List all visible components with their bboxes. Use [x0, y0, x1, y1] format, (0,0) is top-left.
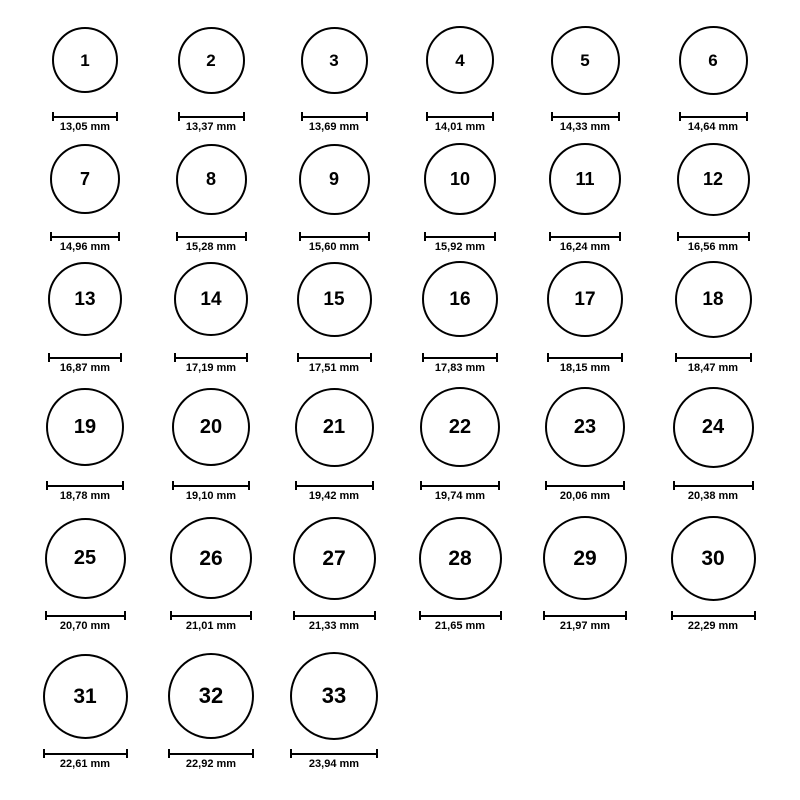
- measure-cap-left: [673, 481, 675, 490]
- measure-cap-right: [492, 112, 494, 121]
- measure-line: [420, 485, 500, 487]
- measure-line: [46, 485, 124, 487]
- diameter-label: 18,78 mm: [59, 490, 111, 502]
- measure-line: [297, 357, 372, 359]
- diameter-measure-bar: [178, 112, 245, 121]
- measure-cap-left: [424, 232, 426, 241]
- ring-circle: [299, 144, 370, 215]
- ring-size-number: 9: [328, 169, 339, 189]
- measure-line: [178, 116, 245, 118]
- diameter-label: 14,96 mm: [59, 241, 111, 253]
- measure-cap-right: [752, 481, 754, 490]
- measure-cap-right: [368, 232, 370, 241]
- measure-line: [301, 116, 368, 118]
- measure-cap-right: [246, 353, 248, 362]
- measure-line: [172, 485, 250, 487]
- diameter-label: 21,01 mm: [185, 620, 237, 632]
- ring-size-number: 16: [449, 288, 471, 310]
- diameter-label: 15,28 mm: [185, 241, 237, 253]
- ring-size-number: 19: [73, 416, 97, 438]
- ring-size-number: 8: [205, 169, 216, 189]
- diameter-label: 18,15 mm: [559, 362, 611, 374]
- measure-cap-left: [43, 749, 45, 758]
- measure-cap-right: [122, 481, 124, 490]
- ring-circle: [50, 144, 120, 214]
- ring-size-cell: [540, 516, 630, 600]
- measure-cap-right: [625, 611, 627, 620]
- ring-size-number: 17: [574, 288, 596, 310]
- ring-circle: [48, 262, 122, 336]
- measure-line: [170, 615, 252, 617]
- diameter-measure-bar: [297, 353, 372, 362]
- ring-size-number: 3: [329, 50, 339, 70]
- diameter-measure-bar: [52, 112, 118, 121]
- diameter-measure-bar: [50, 232, 120, 241]
- ring-circle: [301, 27, 368, 94]
- diameter-measure-bar: [46, 481, 124, 490]
- ring-size-number: 11: [575, 169, 595, 189]
- ring-circle: [52, 27, 118, 93]
- ring-circle: [673, 387, 754, 468]
- ring-size-cell: [668, 516, 758, 601]
- measure-cap-right: [252, 749, 254, 758]
- ring-size-cell: [166, 653, 256, 739]
- diameter-measure-bar: [168, 749, 254, 758]
- diameter-measure-bar: [679, 112, 748, 121]
- diameter-measure-bar: [419, 611, 502, 620]
- measure-cap-right: [754, 611, 756, 620]
- ring-size-cell: [40, 144, 130, 214]
- measure-line: [48, 357, 122, 359]
- ring-circle: [675, 261, 752, 338]
- ring-size-number: 20: [199, 416, 223, 438]
- ring-circle: [545, 387, 625, 467]
- measure-cap-left: [543, 611, 545, 620]
- ring-size-cell: [540, 143, 630, 215]
- ring-size-cell: [166, 27, 256, 94]
- ring-circle: [295, 388, 374, 467]
- ring-circle: [677, 143, 750, 216]
- measure-cap-right: [496, 353, 498, 362]
- diameter-label: 20,70 mm: [59, 620, 111, 632]
- ring-circle: [549, 143, 621, 215]
- diameter-measure-bar: [551, 112, 620, 121]
- ring-size-number: 33: [321, 683, 347, 708]
- diameter-label: 22,61 mm: [59, 758, 111, 770]
- ring-size-number: 31: [73, 684, 97, 708]
- ring-size-number: 13: [74, 288, 96, 310]
- ring-circle: [424, 143, 496, 215]
- diameter-label: 17,19 mm: [185, 362, 237, 374]
- measure-cap-left: [48, 353, 50, 362]
- ring-circle: [43, 654, 128, 739]
- measure-cap-right: [250, 611, 252, 620]
- ring-size-cell: [289, 388, 379, 467]
- measure-cap-left: [45, 611, 47, 620]
- ring-size-number: 18: [702, 288, 724, 310]
- diameter-measure-bar: [174, 353, 248, 362]
- diameter-label: 16,56 mm: [687, 241, 739, 253]
- diameter-measure-bar: [176, 232, 247, 241]
- measure-line: [671, 615, 756, 617]
- diameter-measure-bar: [170, 611, 252, 620]
- ring-size-cell: [40, 262, 130, 336]
- diameter-measure-bar: [543, 611, 627, 620]
- measure-line: [290, 753, 378, 755]
- measure-cap-left: [549, 232, 551, 241]
- ring-size-cell: [415, 261, 505, 337]
- diameter-measure-bar: [43, 749, 128, 758]
- measure-cap-left: [174, 353, 176, 362]
- ring-size-cell: [289, 652, 379, 740]
- diameter-label: 16,87 mm: [59, 362, 111, 374]
- ring-size-cell: [668, 26, 758, 95]
- ring-size-cell: [540, 26, 630, 95]
- measure-cap-right: [623, 481, 625, 490]
- ring-size-number: 24: [701, 416, 725, 438]
- ring-size-cell: [166, 388, 256, 466]
- ring-size-cell: [415, 143, 505, 215]
- measure-cap-left: [290, 749, 292, 758]
- measure-line: [547, 357, 623, 359]
- diameter-measure-bar: [424, 232, 496, 241]
- measure-cap-left: [168, 749, 170, 758]
- diameter-label: 14,33 mm: [559, 121, 611, 133]
- measure-cap-left: [419, 611, 421, 620]
- ring-circle: [419, 517, 502, 600]
- ring-size-cell: [40, 388, 130, 466]
- diameter-measure-bar: [48, 353, 122, 362]
- measure-cap-left: [50, 232, 52, 241]
- measure-cap-right: [746, 112, 748, 121]
- ring-size-number: 22: [448, 416, 472, 438]
- ring-size-number: 6: [708, 50, 718, 70]
- diameter-label: 14,01 mm: [434, 121, 486, 133]
- diameter-label: 22,29 mm: [687, 620, 739, 632]
- measure-cap-left: [671, 611, 673, 620]
- ring-circle: [176, 144, 247, 215]
- ring-circle: [46, 388, 124, 466]
- diameter-measure-bar: [549, 232, 621, 241]
- diameter-label: 21,65 mm: [434, 620, 486, 632]
- ring-size-number: 28: [448, 546, 472, 570]
- measure-cap-left: [545, 481, 547, 490]
- diameter-label: 13,05 mm: [59, 121, 111, 133]
- diameter-measure-bar: [677, 232, 750, 241]
- measure-cap-left: [52, 112, 54, 121]
- ring-size-cell: [166, 517, 256, 599]
- measure-line: [293, 615, 376, 617]
- measure-cap-left: [547, 353, 549, 362]
- ring-size-number: 26: [199, 546, 223, 570]
- diameter-measure-bar: [426, 112, 494, 121]
- ring-size-cell: [540, 387, 630, 467]
- ring-circle: [426, 26, 494, 94]
- ring-size-cell: [166, 144, 256, 215]
- measure-line: [679, 116, 748, 118]
- diameter-label: 17,83 mm: [434, 362, 486, 374]
- ring-size-cell: [166, 262, 256, 336]
- diameter-measure-bar: [673, 481, 754, 490]
- diameter-measure-bar: [671, 611, 756, 620]
- ring-size-cell: [289, 27, 379, 94]
- ring-size-number: 32: [198, 683, 224, 708]
- ring-circle: [543, 516, 627, 600]
- measure-cap-left: [293, 611, 295, 620]
- measure-cap-right: [116, 112, 118, 121]
- measure-line: [545, 485, 625, 487]
- measure-cap-right: [124, 611, 126, 620]
- ring-size-cell: [40, 518, 130, 599]
- ring-circle: [679, 26, 748, 95]
- measure-line: [419, 615, 502, 617]
- measure-line: [543, 615, 627, 617]
- diameter-label: 14,64 mm: [687, 121, 739, 133]
- ring-size-number: 23: [573, 416, 597, 438]
- diameter-measure-bar: [295, 481, 374, 490]
- diameter-measure-bar: [301, 112, 368, 121]
- measure-cap-right: [372, 481, 374, 490]
- ring-size-number: 5: [580, 50, 590, 70]
- measure-line: [549, 236, 621, 238]
- measure-cap-left: [178, 112, 180, 121]
- ring-size-cell: [40, 27, 130, 93]
- measure-cap-right: [118, 232, 120, 241]
- measure-cap-left: [172, 481, 174, 490]
- measure-cap-left: [299, 232, 301, 241]
- diameter-label: 18,47 mm: [687, 362, 739, 374]
- ring-size-cell: [289, 144, 379, 215]
- ring-size-cell: [289, 262, 379, 337]
- measure-cap-left: [46, 481, 48, 490]
- ring-size-number: 27: [322, 546, 346, 570]
- measure-cap-left: [551, 112, 553, 121]
- diameter-measure-bar: [290, 749, 378, 758]
- measure-cap-left: [301, 112, 303, 121]
- measure-cap-right: [500, 611, 502, 620]
- measure-cap-left: [426, 112, 428, 121]
- ring-size-cell: [40, 654, 130, 739]
- ring-size-number: 25: [73, 547, 97, 569]
- ring-circle: [297, 262, 372, 337]
- ring-circle: [547, 261, 623, 337]
- ring-size-cell: [415, 387, 505, 467]
- diameter-measure-bar: [422, 353, 498, 362]
- diameter-label: 22,92 mm: [185, 758, 237, 770]
- diameter-label: 13,37 mm: [185, 121, 237, 133]
- ring-circle: [172, 388, 250, 466]
- ring-size-number: 30: [701, 546, 725, 570]
- ring-size-number: 21: [322, 416, 346, 438]
- measure-cap-right: [498, 481, 500, 490]
- measure-cap-left: [297, 353, 299, 362]
- ring-circle: [290, 652, 378, 740]
- measure-line: [677, 236, 750, 238]
- measure-cap-right: [245, 232, 247, 241]
- ring-circle: [170, 517, 252, 599]
- ring-circle: [293, 517, 376, 600]
- measure-cap-right: [126, 749, 128, 758]
- diameter-measure-bar: [675, 353, 752, 362]
- measure-cap-right: [366, 112, 368, 121]
- ring-size-cell: [668, 261, 758, 338]
- ring-size-cell: [289, 517, 379, 600]
- diameter-label: 19,42 mm: [308, 490, 360, 502]
- ring-size-number: 10: [449, 169, 471, 189]
- measure-cap-left: [295, 481, 297, 490]
- measure-cap-right: [370, 353, 372, 362]
- measure-cap-right: [618, 112, 620, 121]
- ring-circle: [551, 26, 620, 95]
- measure-cap-right: [243, 112, 245, 121]
- ring-size-number: 29: [573, 546, 597, 570]
- diameter-measure-bar: [172, 481, 250, 490]
- ring-size-cell: [668, 387, 758, 468]
- diameter-label: 19,10 mm: [185, 490, 237, 502]
- diameter-label: 19,74 mm: [434, 490, 486, 502]
- measure-cap-left: [679, 112, 681, 121]
- measure-cap-right: [750, 353, 752, 362]
- ring-size-number: 1: [80, 50, 90, 70]
- ring-size-number: 14: [200, 288, 222, 310]
- diameter-measure-bar: [545, 481, 625, 490]
- measure-line: [426, 116, 494, 118]
- ring-size-number: 15: [323, 288, 345, 310]
- ring-size-number: 2: [206, 50, 216, 70]
- diameter-label: 17,51 mm: [308, 362, 360, 374]
- measure-line: [299, 236, 370, 238]
- measure-cap-left: [675, 353, 677, 362]
- measure-line: [675, 357, 752, 359]
- measure-line: [295, 485, 374, 487]
- diameter-measure-bar: [547, 353, 623, 362]
- ring-size-cell: [668, 143, 758, 216]
- diameter-label: 15,92 mm: [434, 241, 486, 253]
- measure-cap-right: [120, 353, 122, 362]
- measure-line: [43, 753, 128, 755]
- measure-line: [673, 485, 754, 487]
- ring-circle: [178, 27, 245, 94]
- diameter-measure-bar: [420, 481, 500, 490]
- ring-circle: [45, 518, 126, 599]
- diameter-label: 23,94 mm: [308, 758, 360, 770]
- measure-cap-right: [376, 749, 378, 758]
- ring-size-number: 4: [455, 50, 465, 70]
- measure-line: [52, 116, 118, 118]
- measure-line: [422, 357, 498, 359]
- measure-cap-right: [748, 232, 750, 241]
- measure-line: [176, 236, 247, 238]
- measure-cap-left: [170, 611, 172, 620]
- measure-cap-right: [494, 232, 496, 241]
- measure-line: [424, 236, 496, 238]
- measure-cap-right: [248, 481, 250, 490]
- measure-cap-right: [621, 353, 623, 362]
- measure-cap-left: [422, 353, 424, 362]
- diameter-measure-bar: [293, 611, 376, 620]
- measure-line: [174, 357, 248, 359]
- measure-line: [50, 236, 120, 238]
- measure-cap-right: [619, 232, 621, 241]
- ring-size-cell: [415, 517, 505, 600]
- ring-size-number: 12: [702, 169, 724, 189]
- diameter-label: 16,24 mm: [559, 241, 611, 253]
- diameter-label: 20,06 mm: [559, 490, 611, 502]
- measure-line: [551, 116, 620, 118]
- diameter-label: 13,69 mm: [308, 121, 360, 133]
- ring-circle: [420, 387, 500, 467]
- diameter-label: 21,97 mm: [559, 620, 611, 632]
- diameter-label: 21,33 mm: [308, 620, 360, 632]
- ring-circle: [168, 653, 254, 739]
- measure-cap-left: [176, 232, 178, 241]
- ring-size-cell: [540, 261, 630, 337]
- diameter-measure-bar: [299, 232, 370, 241]
- measure-cap-left: [677, 232, 679, 241]
- ring-circle: [671, 516, 756, 601]
- measure-cap-right: [374, 611, 376, 620]
- ring-circle: [422, 261, 498, 337]
- ring-circle: [174, 262, 248, 336]
- measure-line: [45, 615, 126, 617]
- diameter-measure-bar: [45, 611, 126, 620]
- diameter-label: 20,38 mm: [687, 490, 739, 502]
- measure-line: [168, 753, 254, 755]
- measure-cap-left: [420, 481, 422, 490]
- diameter-label: 15,60 mm: [308, 241, 360, 253]
- ring-size-cell: [415, 26, 505, 94]
- ring-size-number: 7: [79, 169, 90, 189]
